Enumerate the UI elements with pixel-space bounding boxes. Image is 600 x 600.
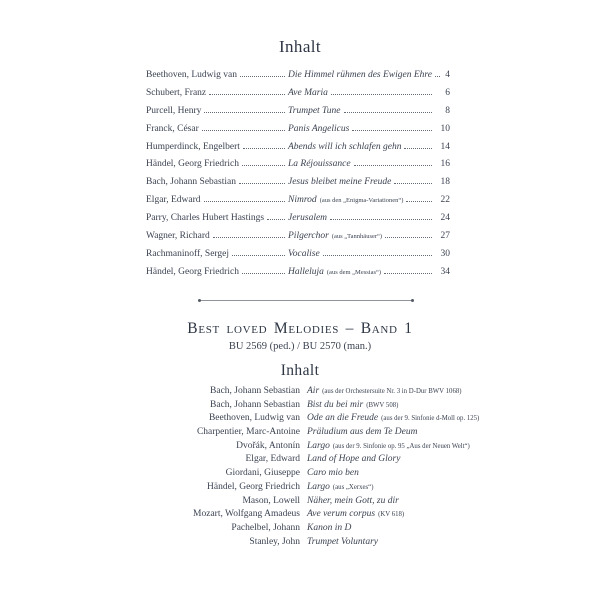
- work-title: Die Himmel rühmen des Ewigen Ehre: [288, 70, 432, 80]
- composer-name: Bach, Johann Sebastian: [210, 399, 300, 410]
- divider-end-dot: [198, 299, 201, 302]
- work-title: Bist du bei mir: [307, 399, 364, 410]
- toc-entry: [146, 70, 450, 88]
- composer-cell: [146, 70, 288, 80]
- title-cell: [288, 195, 435, 205]
- title-cell: [307, 496, 495, 506]
- title-cell: [307, 482, 495, 492]
- title-cell: [288, 231, 435, 241]
- work-title: Trumpet Voluntary: [307, 536, 378, 547]
- work-title: Ode an die Freude: [307, 413, 379, 424]
- composer-cell: [146, 159, 288, 169]
- toc-entry: [146, 106, 450, 124]
- work-title: Land of Hope and Glory: [307, 454, 401, 465]
- dot-leader: [394, 181, 432, 184]
- composer-cell: [146, 195, 288, 205]
- toc-entry: [146, 177, 450, 195]
- composer-name: Mozart, Wolfgang Amadeus: [193, 509, 300, 520]
- work-note: (aus der 9. Sinfonie op. 95 „Aus der Neuen Welt“): [332, 442, 470, 450]
- title-cell: [307, 523, 495, 533]
- dot-leader: [344, 110, 432, 113]
- toc-entry: [150, 496, 495, 510]
- title-cell: [307, 537, 495, 547]
- work-note: (aus den „Enigma-Variationen“): [319, 197, 404, 205]
- section1-list: [146, 70, 450, 285]
- composer-name: Purcell, Henry: [146, 105, 202, 116]
- dot-leader: [209, 92, 285, 95]
- dot-leader: [330, 217, 432, 220]
- title-cell: [307, 509, 495, 519]
- title-cell: [307, 454, 495, 464]
- dot-leader: [385, 235, 432, 238]
- toc-entry: [150, 441, 495, 455]
- section-divider: [200, 300, 412, 301]
- dot-leader: [352, 128, 432, 131]
- composer-name: Wagner, Richard: [146, 231, 210, 242]
- toc-entry: [146, 88, 450, 106]
- work-title: Vocalise: [288, 248, 320, 259]
- composer-name: Dvořák, Antonín: [236, 440, 300, 451]
- title-cell: [288, 177, 435, 187]
- composer-cell: [146, 106, 288, 116]
- toc-entry: [150, 400, 495, 414]
- dot-leader: [239, 181, 285, 184]
- title-cell: [288, 159, 435, 169]
- page-number: 34: [440, 266, 450, 277]
- composer-name: Charpentier, Marc-Antoine: [196, 427, 300, 438]
- work-title: Präludium aus dem Te Deum: [307, 427, 418, 438]
- work-title: La Réjouissance: [288, 159, 351, 170]
- work-title: Largo: [307, 481, 330, 492]
- dot-leader: [242, 271, 285, 274]
- toc-entry: [146, 267, 450, 285]
- dot-leader: [243, 146, 285, 149]
- work-title: Halleluja: [288, 266, 324, 277]
- dot-leader: [232, 253, 285, 256]
- dot-leader: [240, 74, 285, 77]
- composer-name: Mason, Lowell: [242, 495, 300, 506]
- page-number: 14: [440, 141, 450, 152]
- page-number: 22: [440, 195, 450, 206]
- composer-name: Rachmaninoff, Sergej: [146, 248, 230, 259]
- work-title: Kanon in D: [307, 522, 352, 533]
- title-cell: [288, 213, 435, 223]
- work-note: (aus „Tannhäuser“): [331, 233, 383, 241]
- work-title: Air: [307, 386, 320, 396]
- toc-entry: [150, 509, 495, 523]
- composer-cell: [146, 124, 288, 134]
- dot-leader: [204, 110, 285, 113]
- dot-leader: [323, 253, 432, 256]
- composer-name: Pachelbel, Johann: [231, 522, 300, 533]
- page-number: 16: [440, 159, 450, 170]
- work-note: (BWV 508): [366, 401, 399, 409]
- dot-leader: [406, 199, 432, 202]
- work-title: Jerusalem: [288, 213, 328, 224]
- section2-list: [150, 386, 495, 550]
- title-cell: [288, 106, 435, 116]
- work-note: (aus der 9. Sinfonie d-Moll op. 125): [381, 415, 480, 423]
- dot-leader: [384, 271, 432, 274]
- work-title: Pilgerchor: [288, 231, 329, 242]
- composer-cell: [146, 267, 288, 277]
- toc-entry: [150, 413, 495, 427]
- page-number: 18: [440, 177, 450, 188]
- composer-name: Stanley, John: [249, 536, 300, 547]
- page-number: 27: [440, 231, 450, 242]
- page-number: 4: [445, 70, 450, 80]
- toc-entry: [150, 454, 495, 468]
- composer-name: Händel, Georg Friedrich: [146, 159, 239, 170]
- work-title: Ave Maria: [288, 87, 328, 98]
- title-cell: [307, 427, 495, 437]
- section2-heading: Inhalt: [280, 362, 320, 379]
- work-title: Caro mio ben: [307, 468, 359, 479]
- composer-cell: [146, 142, 288, 152]
- dot-leader: [213, 235, 285, 238]
- toc-entry: [146, 124, 450, 142]
- title-cell: [288, 124, 435, 134]
- toc-entry: [146, 142, 450, 160]
- title-cell: [307, 441, 495, 451]
- composer-cell: [146, 249, 288, 259]
- work-title: Näher, mein Gott, zu dir: [307, 495, 399, 506]
- title-cell: [288, 249, 435, 259]
- composer-cell: [146, 213, 288, 223]
- composer-name: Elgar, Edward: [146, 195, 201, 206]
- work-note: (aus „Xerxes“): [332, 483, 374, 491]
- dot-leader: [204, 199, 286, 202]
- title-cell: [288, 267, 435, 277]
- title-cell: [288, 142, 435, 152]
- composer-name: Humperdinck, Engelbert: [146, 141, 240, 152]
- composer-name: Beethoven, Ludwig van: [146, 70, 238, 80]
- work-note: (aus dem „Messias“): [326, 268, 382, 276]
- composer-name: Parry, Charles Hubert Hastings: [146, 213, 265, 224]
- title-cell: [288, 88, 435, 98]
- composer-name: Giordani, Giuseppe: [225, 468, 300, 479]
- work-title: Panis Angelicus: [288, 123, 350, 134]
- dot-leader: [202, 128, 285, 131]
- work-title: Ave verum corpus: [307, 509, 376, 520]
- toc-entry: [146, 213, 450, 231]
- composer-name: Franck, César: [146, 123, 199, 134]
- dot-leader: [242, 163, 285, 166]
- composer-name: Händel, Georg Friedrich: [146, 266, 239, 277]
- dot-leader: [331, 92, 432, 95]
- work-note: (aus der Orchestersuite Nr. 3 in D-Dur BWV 1068): [322, 388, 462, 395]
- composer-name: Elgar, Edward: [245, 454, 300, 465]
- page-number: 10: [440, 123, 450, 134]
- title-cell: [307, 413, 495, 423]
- work-title: Abends will ich schlafen gehn: [288, 141, 402, 152]
- toc-entry: [150, 482, 495, 496]
- work-title: Largo: [307, 440, 330, 451]
- composer-cell: [146, 231, 288, 241]
- title-cell: [288, 70, 435, 80]
- composer-name: Händel, Georg Friedrich: [207, 481, 300, 492]
- toc-entry: [146, 195, 450, 213]
- book-edition-numbers: BU 2569 (ped.) / BU 2570 (man.): [228, 341, 372, 352]
- dot-leader: [435, 74, 440, 77]
- composer-name: Beethoven, Ludwig van: [208, 413, 300, 424]
- toc-entry: [150, 386, 495, 400]
- page-number: 6: [445, 87, 450, 98]
- toc-entry: [150, 427, 495, 441]
- toc-entry: [150, 468, 495, 482]
- dot-leader: [267, 217, 285, 220]
- dot-leader: [404, 146, 432, 149]
- composer-name: Bach, Johann Sebastian: [146, 177, 236, 188]
- title-cell: [307, 386, 495, 396]
- composer-name: Schubert, Franz: [146, 87, 207, 98]
- title-cell: [307, 400, 495, 410]
- work-title: Nimrod: [288, 195, 317, 206]
- work-note: (KV 618): [378, 511, 405, 519]
- title-cell: [307, 468, 495, 478]
- page-number: 8: [445, 105, 450, 116]
- composer-name: Bach, Johann Sebastian: [210, 386, 300, 396]
- dot-leader: [354, 163, 432, 166]
- toc-entry: [150, 523, 495, 537]
- composer-cell: [146, 88, 288, 98]
- divider-end-dot: [411, 299, 414, 302]
- toc-entry: [146, 249, 450, 267]
- toc-entry: [150, 537, 495, 551]
- book-title: Best loved Melodies – Band 1: [187, 320, 413, 337]
- composer-cell: [146, 177, 288, 187]
- page-number: 24: [440, 213, 450, 224]
- toc-entry: [146, 159, 450, 177]
- work-title: Trumpet Tune: [288, 105, 341, 116]
- toc-entry: [146, 231, 450, 249]
- section1-heading: Inhalt: [278, 37, 322, 56]
- page-number: 30: [440, 248, 450, 259]
- work-title: Jesus bleibet meine Freude: [288, 177, 392, 188]
